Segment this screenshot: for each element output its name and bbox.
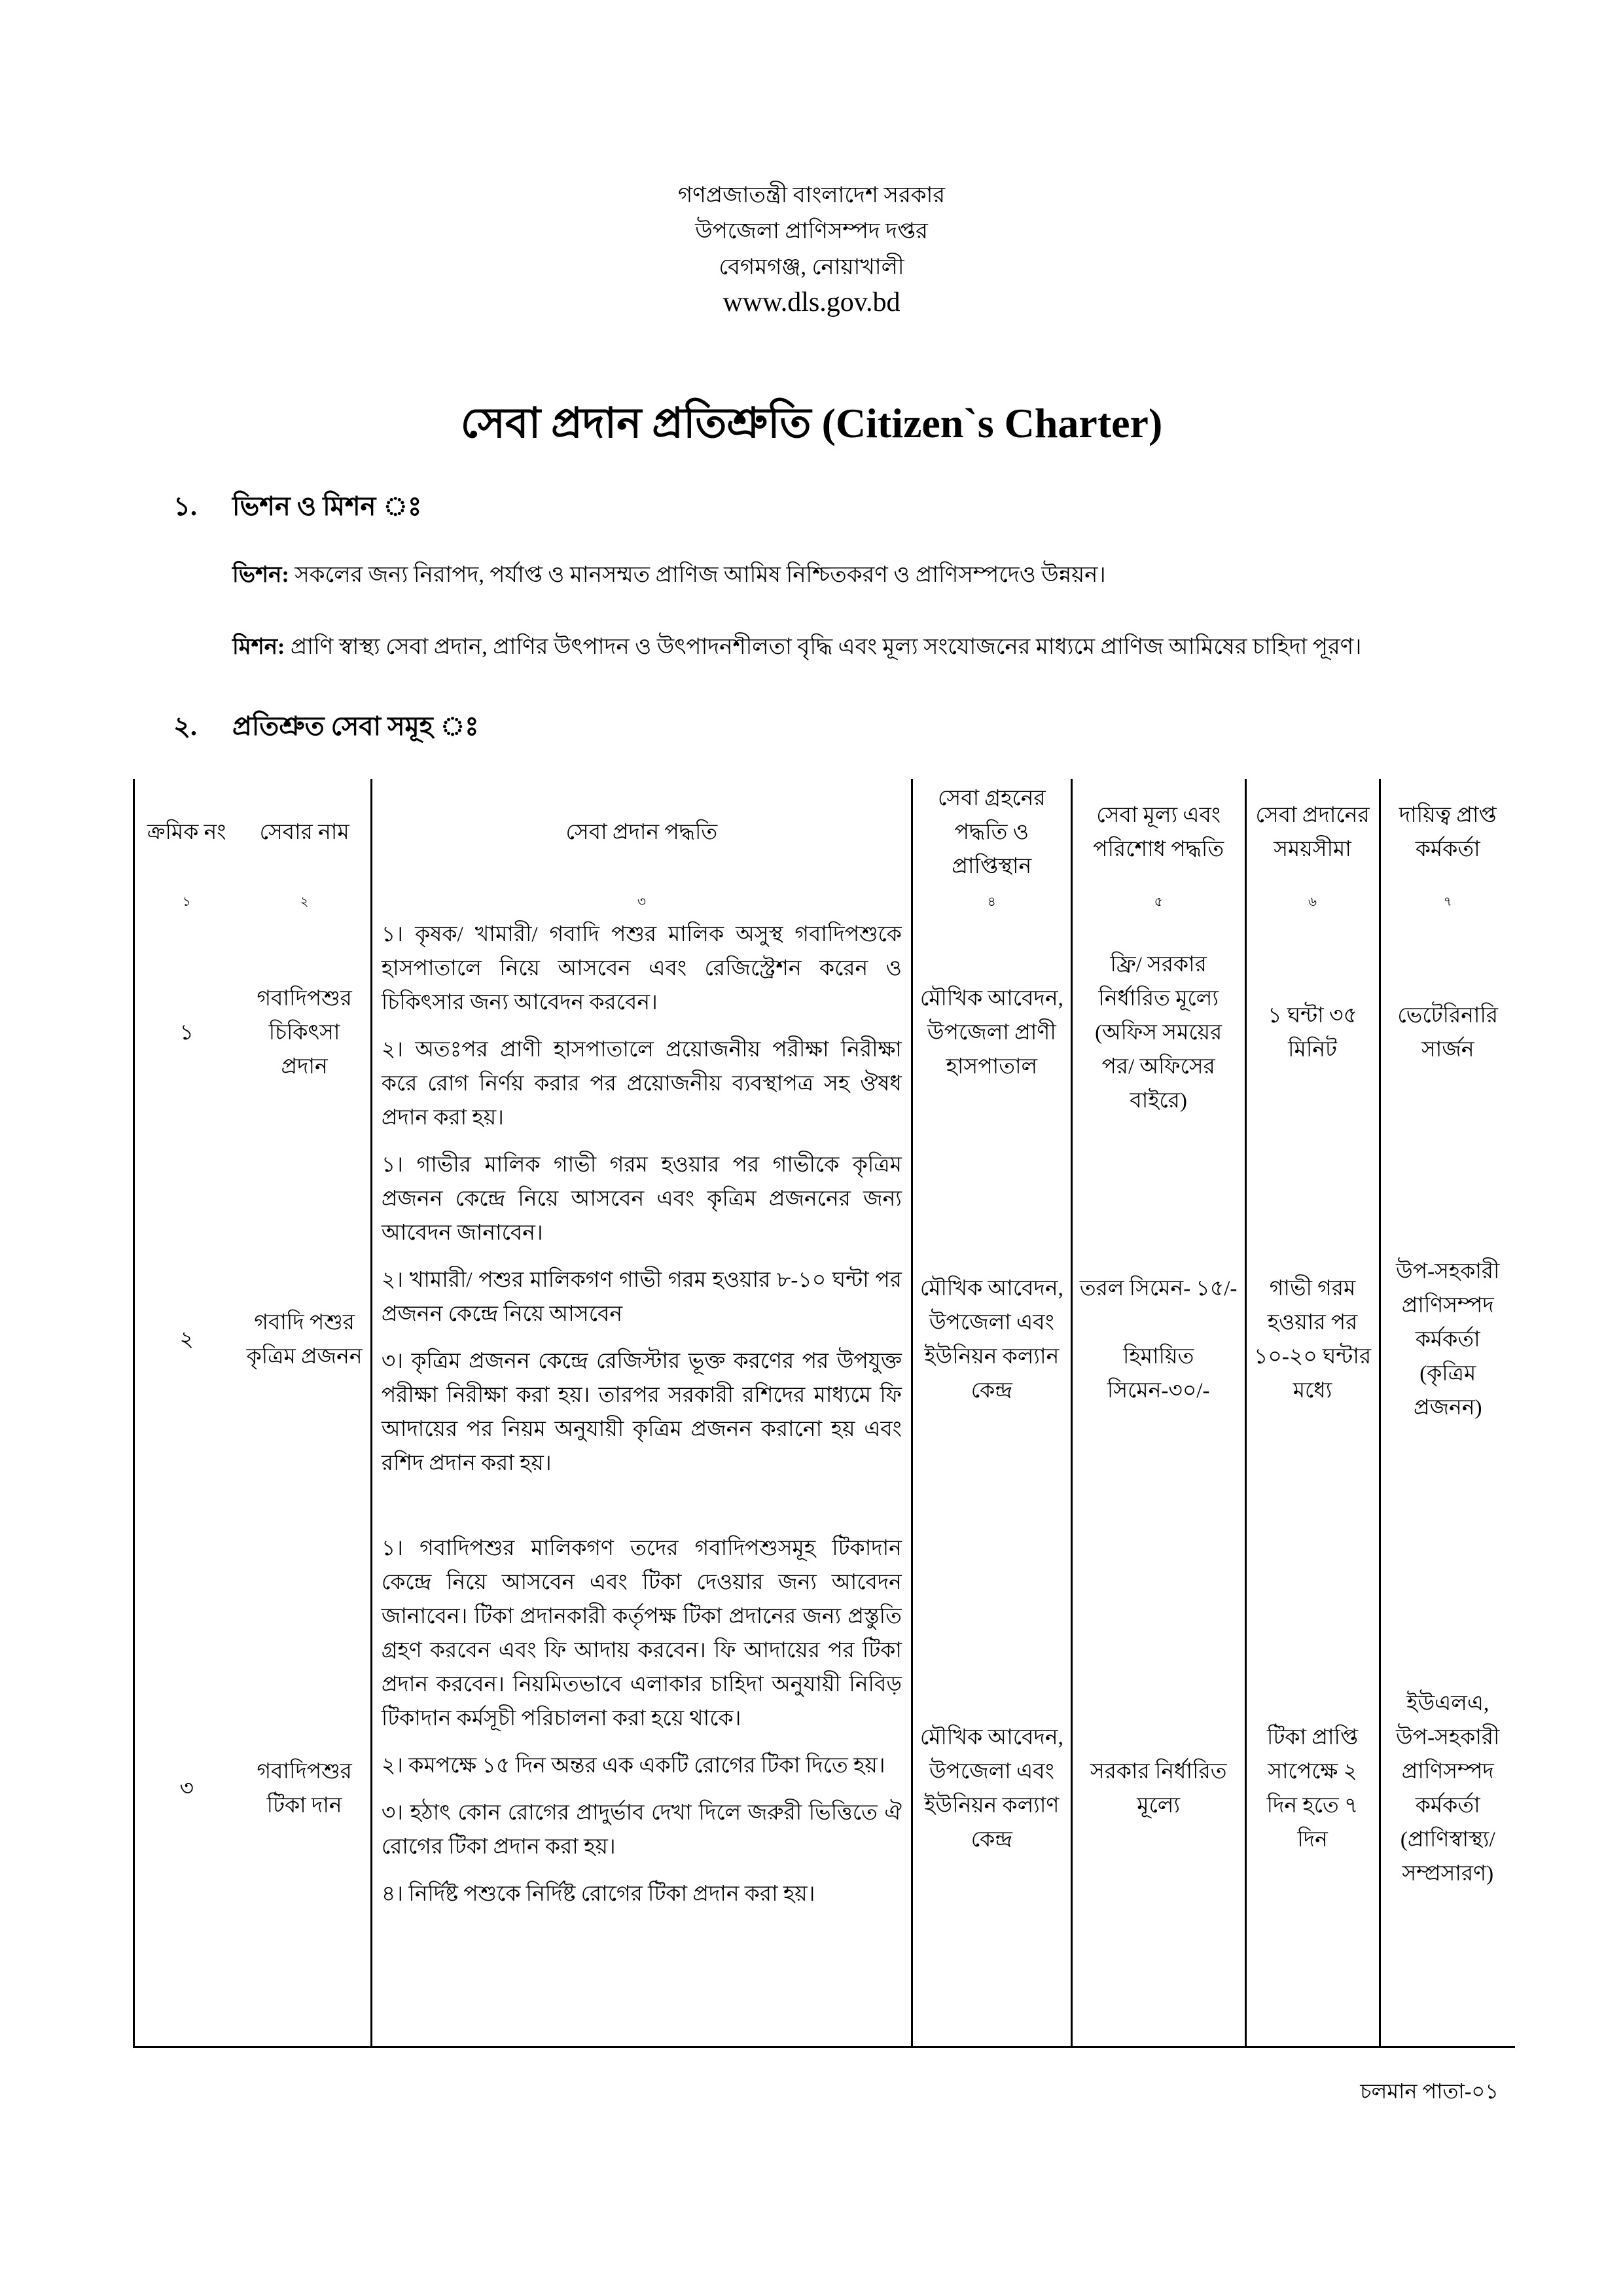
cell-officer: উপ-সহকারী প্রাণিসম্পদ কর্মকর্তা (কৃত্রিম প্রজনন)	[1380, 1148, 1515, 1532]
header-receive: সেবা গ্রহনের পদ্ধতি ও প্রাপ্তিস্থান	[912, 779, 1071, 886]
section-vision-mission-heading	[173, 486, 421, 529]
column-number: ৬	[1245, 886, 1380, 918]
section-title: প্রতিশ্রুত সেবা সমূহ ঃ	[232, 711, 479, 741]
method-step: ২। কমপক্ষে ১৫ দিন অন্তর এক একটি রোগের টিকা দিতে হয়।	[381, 1754, 885, 1778]
header-fee: সেবা মূল্য এবং পরিশোধ পদ্ধতি	[1071, 779, 1245, 886]
column-number: ১	[134, 886, 239, 918]
header-time: সেবা প্রদানের সময়সীমা	[1245, 779, 1380, 886]
header-method: সেবা প্রদান পদ্ধতি	[371, 779, 912, 886]
method-step: ৪। নির্দিষ্ট পশুকে নির্দিষ্ট রোগের টিকা প্রদান করা হয়।	[381, 1882, 815, 1906]
table-row	[134, 1148, 1516, 1532]
section-services-heading	[173, 706, 479, 749]
office-location: বেগমগঞ্জ, নোয়াখালী	[719, 255, 904, 279]
government-name: গণপ্রজাতন্ত্রী বাংলাদেশ সরকার	[677, 183, 946, 207]
cell-serial: ১	[134, 918, 239, 1148]
vision-label: ভিশন:	[232, 563, 289, 587]
cell-receive: মৌখিক আবেদন, উপজেলা এবং ইউনিয়ন কল্যাণ কেন্দ্র	[912, 1532, 1071, 2047]
table-row	[134, 1532, 1516, 2047]
cell-method	[371, 918, 912, 1148]
method-step: ৩। কৃত্রিম প্রজনন কেন্দ্রে রেজিস্টার ভূক্ত করণের পর উপযুক্ত পরীক্ষা নিরীক্ষা করা হয়। তারপর সরকারী রশিদের মাধ্যমে ফি আদায়ের পর নিয়ম অনুযায়ী কৃত্রিম প্রজনন করানো হয় এবং রশিদ প্রদান করা হয়।	[381, 1350, 902, 1475]
table-row	[134, 918, 1516, 1148]
page-title: সেবা প্রদান প্রতিশ্রুতি (Citizen`s Charter)	[460, 400, 1163, 446]
cell-method	[371, 1148, 912, 1532]
page-continuation: চলমান পাতা-০১	[1360, 2079, 1499, 2103]
column-number-row	[134, 886, 1516, 918]
mission-text: প্রাণি স্বাস্থ্য সেবা প্রদান, প্রাণির উৎপাদন ও উৎপাদনশীলতা বৃদ্ধি এবং মূল্য সংযোজনের মাধ্যমে প্রাণিজ আমিষের চাহিদা পূরণ।	[285, 635, 1362, 659]
table-header-row	[134, 779, 1516, 886]
cell-fee: ফ্রি/ সরকার নির্ধারিত মূল্যে (অফিস সময়ের পর/ অফিসের বাইরে)	[1071, 918, 1245, 1148]
cell-serial: ৩	[134, 1532, 239, 2047]
vision-text: সকলের জন্য নিরাপদ, পর্যাপ্ত ও মানসম্মত প্রাণিজ আমিষ নিশ্চিতকরণ ও প্রাণিসম্পদেও উন্নয়ন।	[289, 563, 1106, 587]
method-step: ১। গাভীর মালিক গাভী গরম হওয়ার পর গাভীকে কৃত্রিম প্রজনন কেন্দ্রে নিয়ে আসবেন এবং কৃত্রিম প্রজননের জন্য আবেদন জানাবেন।	[381, 1153, 902, 1245]
column-number: ৭	[1380, 886, 1515, 918]
cell-receive: মৌখিক আবেদন, উপজেলা প্রাণী হাসপাতাল	[912, 918, 1071, 1148]
cell-time: গাভী গরম হওয়ার পর ১০-২০ ঘন্টার মধ্যে	[1245, 1148, 1380, 1532]
vision-paragraph	[232, 558, 1106, 595]
method-step: ১। গবাদিপশুর মালিকগণ তদের গবাদিপশুসমূহ টিকাদান কেন্দ্রে নিয়ে আসবেন এবং টিকা দেওয়ার জন্য আবেদন জানাবেন। টিকা প্রদানকারী কর্তৃপক্ষ টিকা প্রদানের জন্য প্রস্তুতি গ্রহণ করবেন এবং ফি আদায় করবেন। ফি আদায়ের পর টিকা প্রদান করবেন। নিয়মিতভাবে এলাকার চাহিদা অনুযায়ী নিবিড় টিকাদান কর্মসূচী পরিচালনা করা হয়ে থাকে।	[381, 1537, 902, 1731]
cell-service-name: গবাদিপশুর চিকিৎসা প্রদান	[257, 987, 352, 1079]
cell-service-name: গবাদিপশুর টিকা দান	[238, 1532, 371, 2047]
section-number: ২.	[173, 711, 198, 741]
column-number: ৩	[371, 886, 912, 918]
cell-fee: তরল সিমেন- ১৫/- হিমায়িত সিমেন-৩০/-	[1071, 1148, 1245, 1532]
cell-service-name: গবাদি পশুর কৃত্রিম প্রজনন	[246, 1311, 363, 1369]
office-name: উপজেলা প্রাণিসম্পদ দপ্তর	[695, 219, 928, 243]
header-officer: দায়িত্ব প্রাপ্ত কর্মকর্তা	[1380, 779, 1515, 886]
cell-receive: মৌখিক আবেদন, উপজেলা এবং ইউনিয়ন কল্যান কেন্দ্র	[912, 1148, 1071, 1532]
services-table	[133, 779, 1515, 2048]
column-number: ৫	[1071, 886, 1245, 918]
method-step: ৩। হঠাৎ কোন রোগের প্রাদুর্ভাব দেখা দিলে জরুরী ভিত্তিতে ঐ রোগের টিকা প্রদান করা হয়।	[381, 1801, 902, 1859]
section-title: ভিশন ও মিশন ঃ	[232, 492, 422, 521]
cell-time: ১ ঘন্টা ৩৫ মিনিট	[1245, 918, 1380, 1148]
cell-serial: ২	[134, 1148, 239, 1532]
method-step: ১। কৃষক/ খামারী/ গবাদি পশুর মালিক অসুস্থ গবাদিপশুকে হাসপাতালে নিয়ে আসবেন এবং রেজিস্ট্রেশন করেন ও চিকিৎসার জন্য আবেদন করবেন।	[381, 923, 902, 1014]
cell-officer: ইউএলএ, উপ-সহকারী প্রাণিসম্পদ কর্মকর্তা (প্রাণিস্বাস্থ্য/ সম্প্রসারণ)	[1380, 1532, 1515, 2047]
cell-time: টিকা প্রাপ্তি সাপেক্ষে ২ দিন হতে ৭ দিন	[1245, 1532, 1380, 2047]
mission-label: মিশন:	[232, 635, 285, 659]
mission-paragraph	[232, 630, 1361, 667]
method-step: ২। খামারী/ পশুর মালিকগণ গাভী গরম হওয়ার ৮-১০ ঘন্টা পর প্রজনন কেন্দ্রে নিয়ে আসবেন	[381, 1268, 902, 1326]
section-number: ১.	[173, 492, 197, 521]
cell-fee: সরকার নির্ধারিত মূল্যে	[1071, 1532, 1245, 2047]
website-link[interactable]: www.dls.gov.bd	[722, 287, 901, 317]
method-step: ২। অতঃপর প্রাণী হাসপাতালে প্রয়োজনীয় পরীক্ষা নিরীক্ষা করে রোগ নির্ণয় করার পর প্রয়োজনীয় ব্যবস্থাপত্র সহ ঔষধ প্রদান করা হয়।	[381, 1038, 902, 1130]
header-service-name: সেবার নাম	[259, 821, 349, 844]
header-serial: ক্রমিক নং	[134, 779, 239, 886]
column-number: ৪	[912, 886, 1071, 918]
cell-method	[371, 1532, 912, 2047]
cell-officer: ভেটেরিনারি সার্জন	[1380, 918, 1515, 1148]
column-number: ২	[300, 895, 309, 909]
